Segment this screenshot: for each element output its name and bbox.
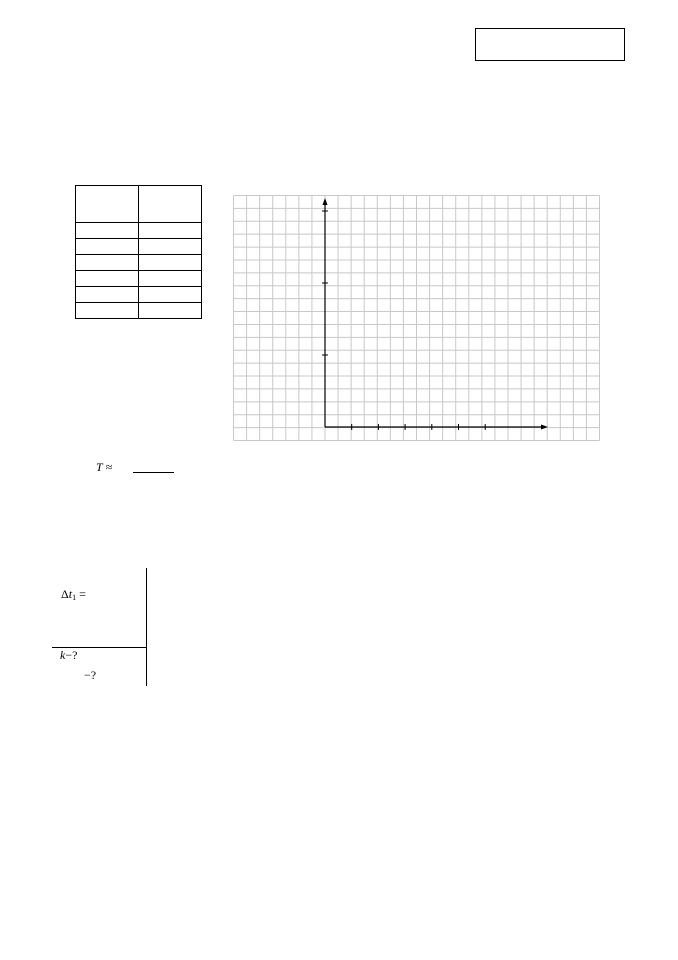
table-cell[interactable]	[139, 271, 202, 287]
table-cell[interactable]	[139, 255, 202, 271]
table-cell[interactable]	[139, 287, 202, 303]
table-cell[interactable]	[139, 239, 202, 255]
y-axis-arrow-icon	[323, 198, 328, 205]
find-second	[84, 668, 96, 683]
table-cell[interactable]	[139, 223, 202, 239]
table-row	[76, 303, 202, 319]
time-subscript: 1	[72, 593, 77, 602]
table-header-row	[76, 186, 202, 223]
given-divider-vertical	[146, 568, 147, 686]
axes	[323, 198, 549, 430]
table-cell[interactable]	[76, 255, 139, 271]
k-question: −?	[65, 648, 78, 662]
table-cell[interactable]	[76, 223, 139, 239]
time-var: t	[68, 587, 73, 601]
delta-symbol: Δ	[61, 587, 69, 601]
period-label	[96, 460, 112, 475]
table-row	[76, 223, 202, 239]
data-table	[75, 185, 202, 319]
grid-lines	[234, 196, 600, 441]
second-question: −?	[84, 668, 97, 682]
answer-box[interactable]	[475, 28, 625, 61]
table-row	[76, 255, 202, 271]
approx-sign: ≈	[105, 460, 113, 474]
table-row	[76, 239, 202, 255]
table-header-cell[interactable]	[76, 186, 139, 223]
find-k	[60, 648, 77, 663]
period-answer-blank[interactable]	[133, 472, 174, 473]
graph-grid[interactable]	[233, 195, 600, 441]
table-header-cell[interactable]	[139, 186, 202, 223]
table-row	[76, 271, 202, 287]
k-var: k	[60, 648, 66, 662]
given-delta-t	[61, 587, 86, 602]
table-cell[interactable]	[139, 303, 202, 319]
equals-sign: =	[79, 587, 86, 601]
table-cell[interactable]	[76, 239, 139, 255]
table-cell[interactable]	[76, 303, 139, 319]
table-row	[76, 287, 202, 303]
table-cell[interactable]	[76, 287, 139, 303]
period-symbol: T	[96, 460, 103, 474]
table-cell[interactable]	[76, 271, 139, 287]
